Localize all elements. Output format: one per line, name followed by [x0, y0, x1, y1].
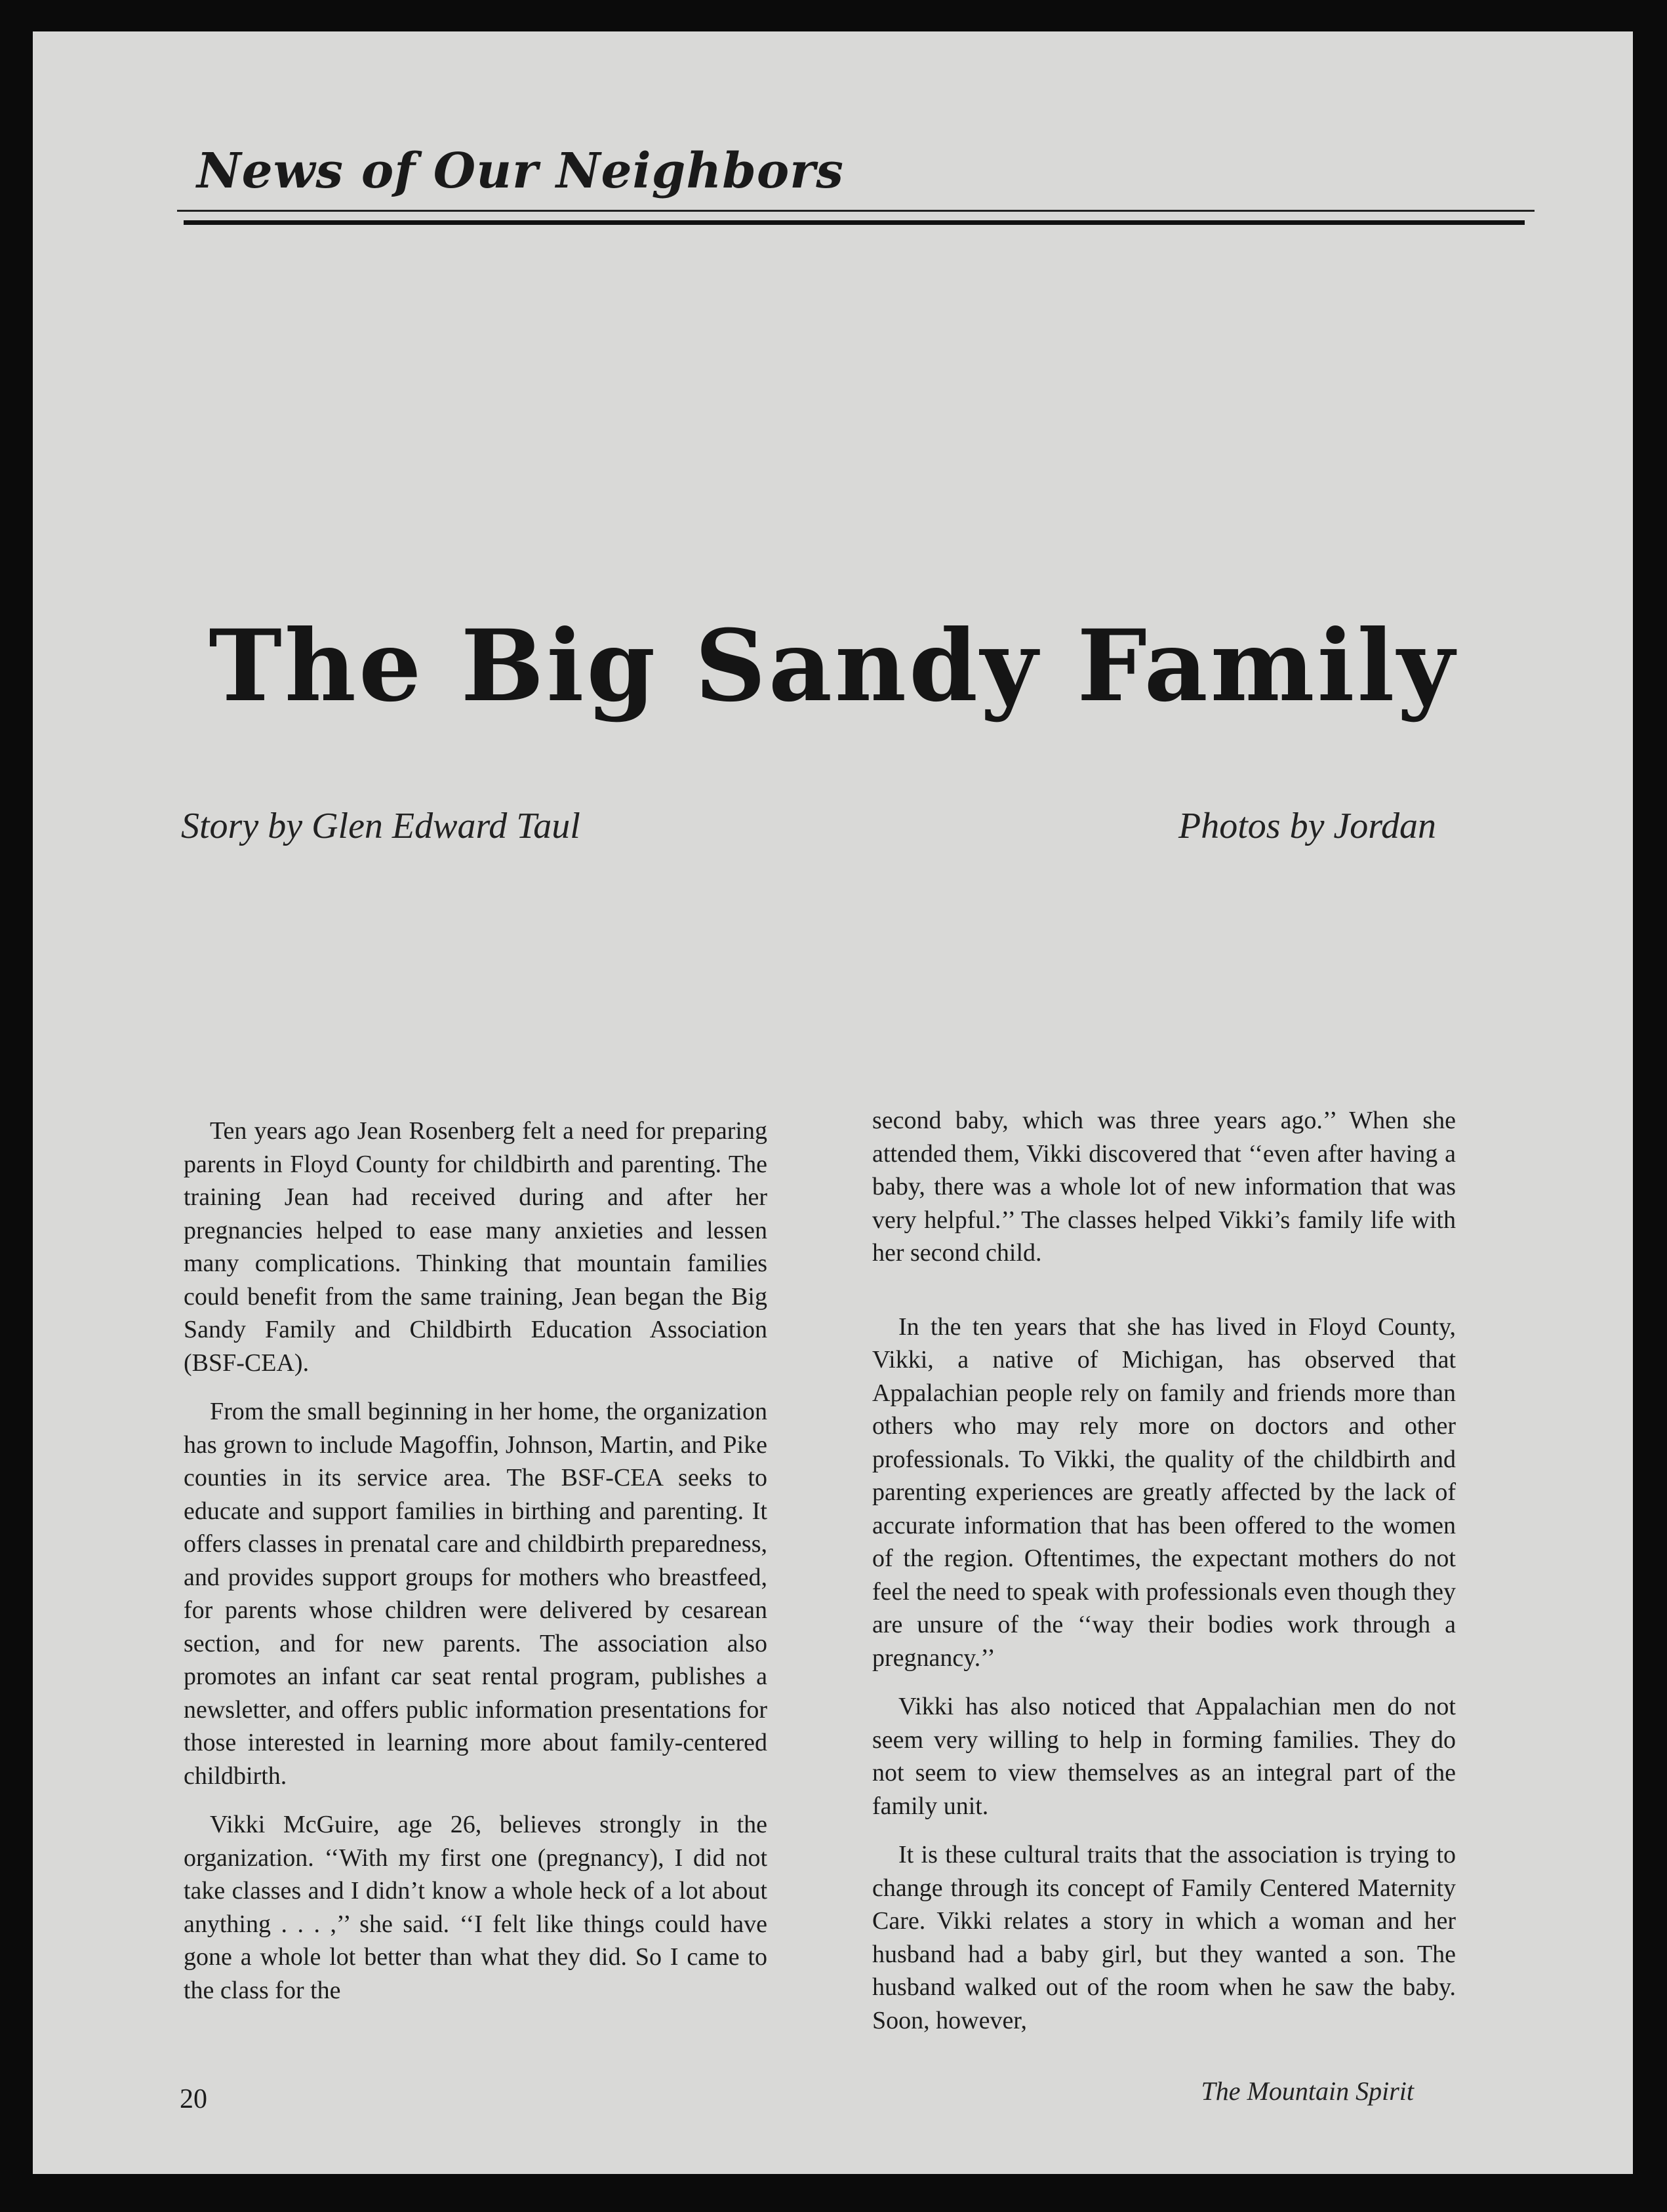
- magazine-page: [33, 31, 1633, 2174]
- header-rule-thin: [177, 210, 1535, 212]
- left-column: [184, 1115, 767, 2023]
- paragraph: Vikki McGuire, age 26, believes strongly in the organization. ‘‘With my first one (pregnancy), I did not take classes and I didn’t know a whole heck of a lot about anything . . . ,’’ she said. ‘‘I felt like things could have gone a whole lot better than what they did. So I came to the class for the: [184, 1811, 767, 2004]
- paragraph: It is these cultural traits that the association is trying to change through its concept of Family Centered Maternity Care. Vikki relates a story in which a woman and her husband had a baby girl, but they wanted a son. The husband walked out of the room when he saw the baby. Soon, however,: [872, 1841, 1456, 2034]
- page-number: 20: [180, 2084, 207, 2114]
- story-byline: Story by Glen Edward Taul: [181, 806, 580, 846]
- photo-byline: Photos by Jordan: [1178, 806, 1436, 846]
- paragraph: From the small beginning in her home, the organization has grown to include Magoffin, Johnson, Martin, and Pike counties in its service area. The BSF-CEA seeks to educate and support families in birthing and parenting. It offers classes in prenatal care and childbirth preparedness, and provides support groups for mothers who breastfeed, for parents whose children were delivered by cesarean section, and for new parents. The association also promotes an infant car seat rental program, publishes a newsletter, and offers public information presentations for those interested in learning more about family-centered childbirth.: [184, 1398, 767, 1790]
- publication-name: The Mountain Spirit: [1201, 2076, 1414, 2106]
- header-rule-thick: [184, 220, 1525, 225]
- paragraph: Ten years ago Jean Rosenberg felt a need for preparing parents in Floyd County for childbirth and parenting. The training Jean had received during and after her pregnancies helped to ease many anxieties and lessen many complications. Thinking that mountain families could benefit from the same training, Jean began the Big Sandy Family and Childbirth Education Association (BSF-CEA).: [184, 1117, 767, 1377]
- section-title: News of Our Neighbors: [197, 143, 844, 199]
- section-header: [164, 117, 1535, 235]
- paragraph: second baby, which was three years ago.’’ When she attended them, Vikki discovered that ‘‘even after having a baby, there was a whole lot of new information that was very helpful.’’ The classes helped Vikki’s family life with her second child.: [872, 1107, 1456, 1267]
- paragraph: Vikki has also noticed that Appalachian men do not seem very willing to help in forming families. They do not seem to view themselves as an integral part of the family unit.: [872, 1693, 1456, 1820]
- right-column: [872, 1104, 1456, 2053]
- article-title: The Big Sandy Family: [209, 608, 1457, 724]
- paragraph: In the ten years that she has lived in Floyd County, Vikki, a native of Michigan, has observed that Appalachian people rely on family and friends more than others who may rely more on doctors and other professionals. To Vikki, the quality of the childbirth and parenting experiences are greatly affected by the lack of accurate information that has been offered to the women of the region. Oftentimes, the expectant mothers do not feel the need to speak with professionals even though they are unsure of the ‘‘way their bodies work through a pregnancy.’’: [872, 1313, 1456, 1672]
